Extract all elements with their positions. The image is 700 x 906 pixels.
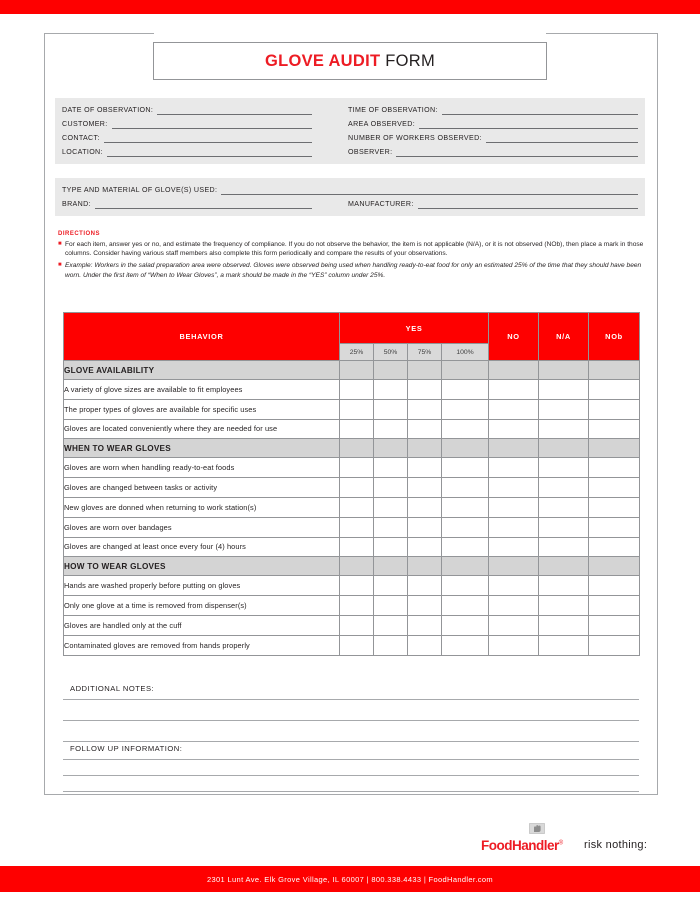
section-spacer-cell	[589, 361, 640, 380]
table-row	[64, 419, 640, 439]
glove-audit-table	[63, 312, 640, 656]
checkbox-cell-yes-25[interactable]	[340, 419, 374, 439]
behavior-item-label: Hands are washed properly before putting on gloves	[64, 576, 340, 596]
checkbox-cell-yes-50[interactable]	[374, 596, 408, 616]
section-spacer-cell	[442, 361, 489, 380]
logo-handler: Handler	[512, 838, 559, 853]
page-frame-top-left-rule	[44, 33, 154, 34]
checkbox-cell-no[interactable]	[489, 517, 539, 537]
table-section-row	[64, 439, 640, 458]
column-header-yes-50: 50%	[374, 344, 408, 361]
checkbox-cell-yes-25[interactable]	[340, 458, 374, 478]
checkbox-cell-yes-25[interactable]	[340, 478, 374, 498]
checkbox-cell-yes-75[interactable]	[408, 458, 442, 478]
checkbox-cell-no[interactable]	[489, 596, 539, 616]
checkbox-cell-yes-100[interactable]	[442, 380, 489, 400]
checkbox-cell-no[interactable]	[489, 537, 539, 557]
checkbox-cell-yes-100[interactable]	[442, 399, 489, 419]
checkbox-cell-nob[interactable]	[589, 380, 640, 400]
directions-item	[58, 240, 646, 259]
checkbox-cell-yes-100[interactable]	[442, 635, 489, 655]
checkbox-cell-na[interactable]	[539, 576, 589, 596]
section-spacer-cell	[340, 361, 374, 380]
table-row	[64, 596, 640, 616]
checkbox-cell-no[interactable]	[489, 576, 539, 596]
checkbox-cell-na[interactable]	[539, 478, 589, 498]
field-input-manufacturer[interactable]	[418, 200, 638, 209]
checkbox-cell-nob[interactable]	[589, 399, 640, 419]
field-input-number-of-workers-observed[interactable]	[486, 134, 638, 143]
checkbox-cell-nob[interactable]	[589, 596, 640, 616]
checkbox-cell-yes-75[interactable]	[408, 576, 442, 596]
logo-food: Food	[481, 838, 512, 853]
page-title-red: GLOVE AUDIT	[264, 51, 381, 70]
behavior-item-label: Gloves are worn when handling ready-to-eat foods	[64, 458, 340, 478]
bullet-icon: ■	[58, 262, 62, 269]
checkbox-cell-yes-25[interactable]	[340, 517, 374, 537]
field-date-of-observation[interactable]	[62, 106, 312, 115]
field-customer[interactable]	[62, 120, 312, 129]
field-label-customer: CUSTOMER:	[62, 120, 108, 128]
checkbox-cell-no[interactable]	[489, 458, 539, 478]
checkbox-cell-na[interactable]	[539, 458, 589, 478]
glove-info-panel	[55, 178, 645, 216]
behavior-item-label: Gloves are changed at least once every four (4) hours	[64, 537, 340, 557]
section-title: GLOVE AVAILABILITY	[64, 361, 340, 380]
behavior-item-label: Contaminated gloves are removed from hands properly	[64, 635, 340, 655]
section-spacer-cell	[589, 439, 640, 458]
checkbox-cell-nob[interactable]	[589, 576, 640, 596]
checkbox-cell-yes-75[interactable]	[408, 399, 442, 419]
section-spacer-cell	[442, 439, 489, 458]
behavior-item-label: Gloves are handled only at the cuff	[64, 615, 340, 635]
checkbox-cell-yes-75[interactable]	[408, 419, 442, 439]
section-spacer-cell	[374, 361, 408, 380]
table-row	[64, 517, 640, 537]
behavior-item-label: Only one glove at a time is removed from dispenser(s)	[64, 596, 340, 616]
section-spacer-cell	[374, 439, 408, 458]
checkbox-cell-yes-25[interactable]	[340, 596, 374, 616]
checkbox-cell-na[interactable]	[539, 635, 589, 655]
checkbox-cell-yes-25[interactable]	[340, 399, 374, 419]
checkbox-cell-yes-75[interactable]	[408, 380, 442, 400]
field-label-brand: BRAND:	[62, 200, 91, 208]
checkbox-cell-nob[interactable]	[589, 419, 640, 439]
additional-notes-line[interactable]	[63, 720, 639, 721]
glove-hand-icon	[529, 823, 545, 834]
field-label-time-of-observation: TIME OF OBSERVATION:	[348, 106, 438, 114]
field-input-contact[interactable]	[104, 134, 312, 143]
table-row	[64, 497, 640, 517]
behavior-item-label: New gloves are donned when returning to work station(s)	[64, 497, 340, 517]
section-spacer-cell	[539, 361, 589, 380]
section-spacer-cell	[539, 439, 589, 458]
checkbox-cell-yes-100[interactable]	[442, 576, 489, 596]
checkbox-cell-no[interactable]	[489, 399, 539, 419]
table-header-row	[64, 313, 640, 344]
column-header-na: N/A	[539, 313, 589, 361]
field-observer[interactable]	[348, 148, 638, 157]
field-label-manufacturer: MANUFACTURER:	[348, 200, 414, 208]
followup-information-label: FOLLOW UP INFORMATION:	[70, 744, 183, 753]
behavior-item-label: A variety of glove sizes are available to fit employees	[64, 380, 340, 400]
form-title-box	[153, 42, 547, 80]
foodhandler-logo	[481, 832, 656, 854]
section-spacer-cell	[442, 557, 489, 576]
behavior-item-label: Gloves are changed between tasks or activity	[64, 478, 340, 498]
checkbox-cell-yes-50[interactable]	[374, 537, 408, 557]
footer-red-band	[0, 866, 700, 892]
checkbox-cell-yes-100[interactable]	[442, 537, 489, 557]
additional-notes-line[interactable]	[63, 741, 639, 742]
checkbox-cell-na[interactable]	[539, 517, 589, 537]
bullet-icon: ■	[58, 241, 62, 247]
checkbox-cell-yes-100[interactable]	[442, 615, 489, 635]
field-type-and-material[interactable]	[62, 186, 638, 195]
section-spacer-cell	[340, 439, 374, 458]
column-header-yes-25: 25%	[340, 344, 374, 361]
behavior-item-label: Gloves are worn over bandages	[64, 517, 340, 537]
checkbox-cell-yes-100[interactable]	[442, 458, 489, 478]
checkbox-cell-yes-25[interactable]	[340, 615, 374, 635]
table-body	[64, 361, 640, 656]
logo-registered-icon: ®	[558, 840, 563, 847]
field-input-brand[interactable]	[95, 200, 312, 209]
table-row	[64, 537, 640, 557]
checkbox-cell-no[interactable]	[489, 419, 539, 439]
checkbox-cell-nob[interactable]	[589, 635, 640, 655]
field-input-location[interactable]	[107, 148, 312, 157]
checkbox-cell-yes-50[interactable]	[374, 635, 408, 655]
field-label-contact: CONTACT:	[62, 134, 100, 142]
checkbox-cell-yes-50[interactable]	[374, 419, 408, 439]
section-title: WHEN TO WEAR GLOVES	[64, 439, 340, 458]
checkbox-cell-yes-75[interactable]	[408, 517, 442, 537]
checkbox-cell-yes-100[interactable]	[442, 478, 489, 498]
checkbox-cell-yes-75[interactable]	[408, 537, 442, 557]
field-manufacturer[interactable]	[348, 200, 638, 209]
page-title	[265, 52, 435, 71]
field-location[interactable]	[62, 148, 312, 157]
followup-line[interactable]	[63, 759, 639, 760]
field-label-observer: OBSERVER:	[348, 148, 393, 156]
section-spacer-cell	[489, 361, 539, 380]
column-header-yes: YES	[340, 313, 489, 344]
checkbox-cell-yes-100[interactable]	[442, 517, 489, 537]
table-row	[64, 615, 640, 635]
section-spacer-cell	[489, 557, 539, 576]
checkbox-cell-no[interactable]	[489, 497, 539, 517]
field-label-area-observed: AREA OBSERVED:	[348, 120, 416, 128]
field-label-location: LOCATION:	[62, 148, 103, 156]
table-row	[64, 399, 640, 419]
checkbox-cell-nob[interactable]	[589, 537, 640, 557]
directions-item-text: Example: Workers in the salad preparation area were observed. Gloves were observed being used when handling ready-to-eat food for only an estimated 25% of the time that they should have been worn. Under the first item of “When to Wear Gloves”, a mark should be made in the “YES” column under 25%.	[65, 262, 642, 279]
checkbox-cell-yes-25[interactable]	[340, 380, 374, 400]
checkbox-cell-yes-75[interactable]	[408, 478, 442, 498]
section-spacer-cell	[539, 557, 589, 576]
checkbox-cell-na[interactable]	[539, 497, 589, 517]
checkbox-cell-yes-50[interactable]	[374, 380, 408, 400]
checkbox-cell-yes-25[interactable]	[340, 537, 374, 557]
field-input-observer[interactable]	[396, 148, 638, 157]
logo-tagline: risk nothing:	[584, 839, 648, 851]
column-header-behavior: BEHAVIOR	[64, 313, 340, 361]
checkbox-cell-yes-50[interactable]	[374, 458, 408, 478]
checkbox-cell-yes-50[interactable]	[374, 517, 408, 537]
additional-notes-label: ADDITIONAL NOTES:	[70, 684, 155, 693]
directions-item-text: For each item, answer yes or no, and estimate the frequency of compliance. If you do not observe the behavior, the item is not applicable (N/A), or it is not observed (NOb), then place a mark in those columns. Consider having various staff members also complete this form periodically and compare the results of your observations.	[65, 241, 644, 258]
checkbox-cell-yes-25[interactable]	[340, 497, 374, 517]
checkbox-cell-yes-75[interactable]	[408, 596, 442, 616]
checkbox-cell-yes-75[interactable]	[408, 615, 442, 635]
behavior-item-label: Gloves are located conveniently where they are needed for use	[64, 419, 340, 439]
checkbox-cell-na[interactable]	[539, 537, 589, 557]
top-red-band	[0, 0, 700, 14]
section-spacer-cell	[340, 557, 374, 576]
checkbox-cell-na[interactable]	[539, 596, 589, 616]
section-spacer-cell	[408, 557, 442, 576]
checkbox-cell-no[interactable]	[489, 635, 539, 655]
additional-notes-line[interactable]	[63, 699, 639, 700]
checkbox-cell-no[interactable]	[489, 478, 539, 498]
directions-list	[58, 240, 646, 283]
checkbox-cell-yes-100[interactable]	[442, 497, 489, 517]
checkbox-cell-na[interactable]	[539, 380, 589, 400]
page-frame-top-right-rule	[546, 33, 658, 34]
table-row	[64, 576, 640, 596]
checkbox-cell-yes-100[interactable]	[442, 419, 489, 439]
behavior-item-label: The proper types of gloves are available for specific uses	[64, 399, 340, 419]
table-section-row	[64, 557, 640, 576]
section-spacer-cell	[408, 439, 442, 458]
checkbox-cell-na[interactable]	[539, 399, 589, 419]
table-row	[64, 635, 640, 655]
table-row	[64, 380, 640, 400]
checkbox-cell-yes-25[interactable]	[340, 576, 374, 596]
checkbox-cell-yes-75[interactable]	[408, 635, 442, 655]
checkbox-cell-nob[interactable]	[589, 615, 640, 635]
checkbox-cell-no[interactable]	[489, 615, 539, 635]
checkbox-cell-nob[interactable]	[589, 458, 640, 478]
field-number-of-workers-observed[interactable]	[348, 134, 638, 143]
section-spacer-cell	[408, 361, 442, 380]
field-input-area-observed[interactable]	[419, 120, 638, 129]
directions-item	[58, 261, 646, 280]
checkbox-cell-yes-50[interactable]	[374, 497, 408, 517]
field-area-observed[interactable]	[348, 120, 638, 129]
field-label-number-of-workers-observed: NUMBER OF WORKERS OBSERVED:	[348, 134, 482, 142]
checkbox-cell-nob[interactable]	[589, 497, 640, 517]
logo-wordmark	[481, 838, 563, 853]
field-time-of-observation[interactable]	[348, 106, 638, 115]
section-spacer-cell	[489, 439, 539, 458]
checkbox-cell-yes-50[interactable]	[374, 478, 408, 498]
field-input-date-of-observation[interactable]	[157, 106, 312, 115]
checkbox-cell-no[interactable]	[489, 380, 539, 400]
field-input-type-and-material[interactable]	[221, 186, 638, 195]
checkbox-cell-yes-100[interactable]	[442, 596, 489, 616]
footer-contact-text: 2301 Lunt Ave. Elk Grove Village, IL 60007 | 800.338.4433 | FoodHandler.com	[206, 874, 494, 884]
field-label-type-and-material: TYPE AND MATERIAL OF GLOVE(S) USED:	[62, 186, 218, 194]
checkbox-cell-na[interactable]	[539, 615, 589, 635]
column-header-yes-75: 75%	[408, 344, 442, 361]
page-title-black: FORM	[380, 51, 436, 70]
table-row	[64, 458, 640, 478]
checkbox-cell-yes-75[interactable]	[408, 497, 442, 517]
checkbox-cell-nob[interactable]	[589, 478, 640, 498]
field-brand[interactable]	[62, 200, 312, 209]
field-label-date-of-observation: DATE OF OBSERVATION:	[62, 106, 154, 114]
followup-line[interactable]	[63, 775, 639, 776]
checkbox-cell-yes-25[interactable]	[340, 635, 374, 655]
field-contact[interactable]	[62, 134, 312, 143]
section-spacer-cell	[374, 557, 408, 576]
followup-line[interactable]	[63, 791, 639, 792]
field-input-time-of-observation[interactable]	[442, 106, 638, 115]
checkbox-cell-nob[interactable]	[589, 517, 640, 537]
table-row	[64, 478, 640, 498]
column-header-no: NO	[489, 313, 539, 361]
checkbox-cell-yes-50[interactable]	[374, 576, 408, 596]
column-header-yes-100: 100%	[442, 344, 489, 361]
section-spacer-cell	[589, 557, 640, 576]
checkbox-cell-na[interactable]	[539, 419, 589, 439]
directions-heading: DIRECTIONS	[58, 231, 101, 237]
checkbox-cell-yes-50[interactable]	[374, 399, 408, 419]
checkbox-cell-yes-50[interactable]	[374, 615, 408, 635]
table-section-row	[64, 361, 640, 380]
section-title: HOW TO WEAR GLOVES	[64, 557, 340, 576]
column-header-nob: NOb	[589, 313, 640, 361]
field-input-customer[interactable]	[112, 120, 312, 129]
